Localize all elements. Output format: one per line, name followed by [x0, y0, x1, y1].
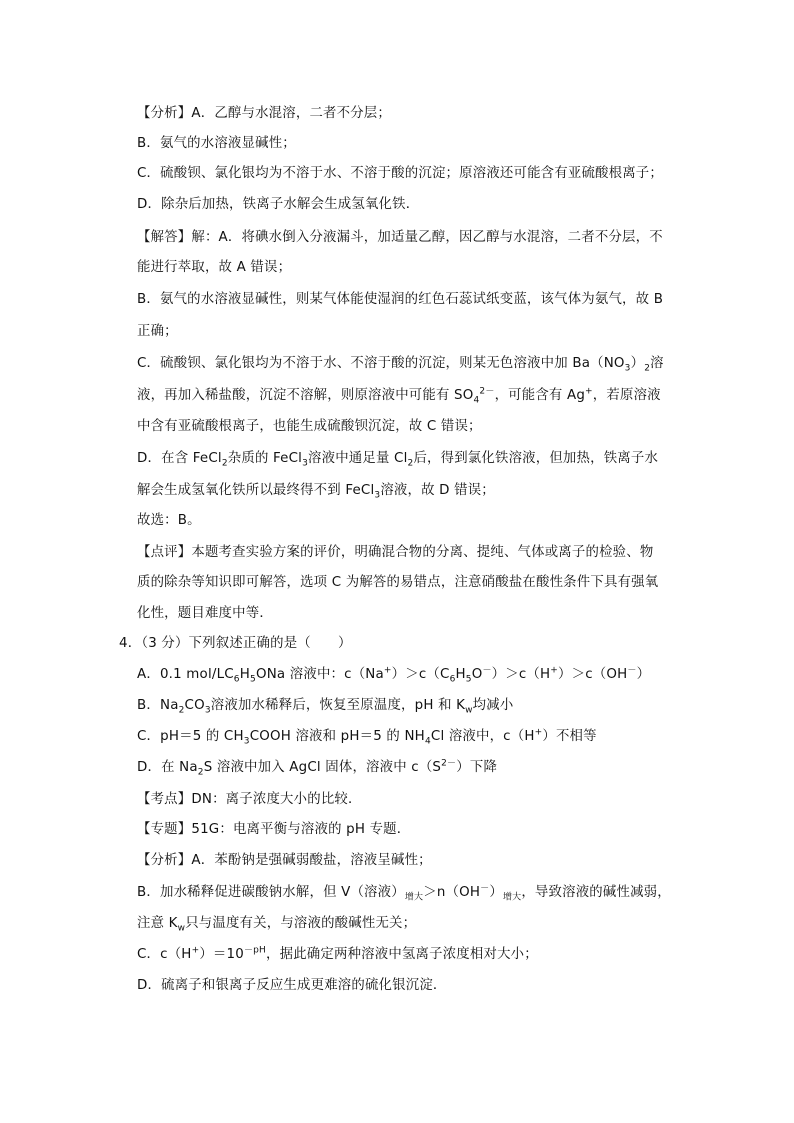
option-c: C．pH＝5 的 $CH_3COOH$ 溶液和 pH＝5 的 $NH_4Cl$ 溶液中，c（H+）不相等 — [137, 727, 597, 747]
answer-line: 液，再加入稀盐酸，沉淀不溶解，则原溶液中可能有 $SO_4^{2-}$，可能含有 Ag+，若原溶液 — [137, 386, 661, 406]
comment-line: 【点评】本题考查实验方案的评价，明确混合物的分离、提纯、气体或离子的检验、物 — [137, 545, 654, 560]
comment-line: 质的除杂等知识即可解答，选项 C 为解答的易错点，注意硝酸盐在酸性条件下具有强氧 — [137, 575, 659, 590]
answer-line: D．在含 FeCl$_2$杂质的 FeCl$_3$溶液中通足量 $Cl_2$后，得到氯化铁溶液，但加热，铁离子水 — [137, 451, 659, 469]
option-b: B．$Na_2CO_3$溶液加水稀释后，恢复至原温度，pH 和 $K_w$均减小 — [137, 698, 514, 716]
option-d: D．在 $Na_2S$ 溶液中加入 AgCl 固体，溶液中 $c(S^{2-})$下降 — [137, 758, 498, 778]
analysis-line: D．硫离子和银离子反应生成更难溶的硫化银沉淀． — [137, 978, 447, 993]
topic-line: 【专题】51G：电离平衡与溶液的 pH 专题． — [137, 822, 411, 837]
question-stem: 4．（3 分）下列叙述正确的是（ ） — [119, 636, 352, 651]
answer-line: 中含有亚硫酸根离子，也能生成硫酸钡沉淀，故 C 错误； — [137, 419, 482, 434]
analysis-line: C．$c(H^+)=10^{-pH}$，据此确定两种溶液中氢离子浓度相对大小； — [137, 945, 538, 962]
answer-line: 能进行萃取，故 A 错误； — [137, 260, 292, 275]
option-a: A．0.1 mol/$LC_6H_5ONa$ 溶液中：$c(Na^+)>c(C_6H_5O^-)>c(H^+)>c(OH^-)$ — [137, 665, 651, 685]
analysis-line: 【分析】A．苯酚钠是强碱弱酸盐，溶液呈碱性； — [137, 853, 432, 868]
comment-line: 化性，题目难度中等． — [137, 606, 273, 621]
exam-point: 【考点】DN：离子浓度大小的比较． — [137, 792, 362, 807]
answer-line: B．氨气的水溶液显碱性，则某气体能使湿润的红色石蕊试纸变蓝，该气体为氨气，故 B — [137, 292, 664, 307]
analysis-line: B．氨气的水溶液显碱性； — [137, 136, 296, 151]
answer-line: 解会生成氢氧化铁所以最终得不到 FeCl$_3$溶液，故 D 错误； — [137, 483, 495, 501]
analysis-line: B．加水稀释促进碳酸钠水解，但 V（溶液）$_{增大}>n(OH^-)_{增大}$，导致溶液的碱性减弱， — [137, 883, 671, 903]
answer-line: 正确； — [137, 324, 178, 339]
analysis-line: C．硫酸钡、氯化银均为不溶于水、不溶于酸的沉淀；原溶液还可能含有亚硫酸根离子； — [137, 166, 663, 181]
answer-choice-line: 故选：B。 — [137, 513, 201, 528]
answer-line: C．硫酸钡、氯化银均为不溶于水、不溶于酸的沉淀，则某无色溶液中加 $Ba(NO_3)_2$溶 — [137, 356, 664, 374]
answer-line: 【解答】解：A．将碘水倒入分液漏斗，加适量乙醇，因乙醇与水混溶，二者不分层，不 — [137, 230, 663, 245]
analysis-line: D．除杂后加热，铁离子水解会生成氢氧化铁． — [137, 197, 420, 212]
analysis-line: 【分析】A．乙醇与水混溶，二者不分层； — [137, 106, 391, 121]
analysis-line: 注意 $K_w$只与温度有关，与溶液的酸碱性无关； — [137, 916, 417, 934]
